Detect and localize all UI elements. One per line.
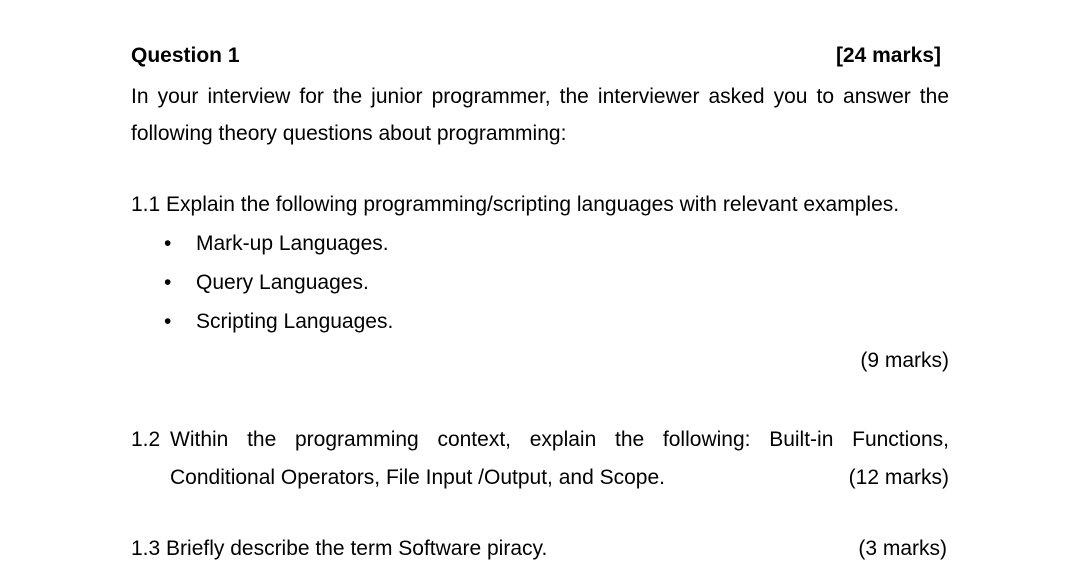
list-item bbox=[131, 307, 949, 346]
subquestion-1-3-marks: (3 marks) bbox=[858, 537, 947, 560]
bullet-text: Mark-up Languages. bbox=[196, 232, 389, 255]
question-title: Question 1 bbox=[131, 44, 240, 67]
bullet-icon: • bbox=[164, 310, 172, 333]
subquestion-1-3-text: 1.3 Briefly describe the term Software piracy. bbox=[131, 537, 548, 560]
question-document bbox=[131, 40, 949, 564]
subquestion-1-2 bbox=[131, 421, 949, 497]
question-intro: In your interview for the junior programmer, the interviewer asked you to answer the following theory questions about programming: bbox=[131, 85, 949, 145]
subquestion-1-2-marks: (12 marks) bbox=[848, 466, 949, 489]
subquestion-1-1-text: 1.1 Explain the following programming/scripting languages with relevant examples. bbox=[131, 193, 900, 216]
subquestion-1-1-marks: (9 marks) bbox=[860, 349, 949, 372]
bullet-list bbox=[131, 229, 949, 346]
list-item bbox=[131, 268, 949, 307]
subquestion-1-3 bbox=[131, 534, 949, 564]
subquestion-1-2-line1: Within the programming context, explain the following: Built-in Functions, bbox=[170, 428, 949, 451]
question-total-marks: [24 marks] bbox=[835, 44, 941, 67]
subquestion-1-2-line2: Conditional Operators, File Input /Output, and Scope. bbox=[170, 466, 665, 489]
bullet-icon: • bbox=[164, 271, 172, 294]
bullet-text: Scripting Languages. bbox=[196, 310, 394, 333]
bullet-icon: • bbox=[164, 232, 172, 255]
subquestion-1-2-number: 1.2 bbox=[131, 428, 161, 451]
bullet-text: Query Languages. bbox=[196, 271, 369, 294]
subquestion-1-1 bbox=[131, 190, 949, 376]
question-header bbox=[131, 40, 949, 71]
list-item bbox=[131, 229, 949, 268]
